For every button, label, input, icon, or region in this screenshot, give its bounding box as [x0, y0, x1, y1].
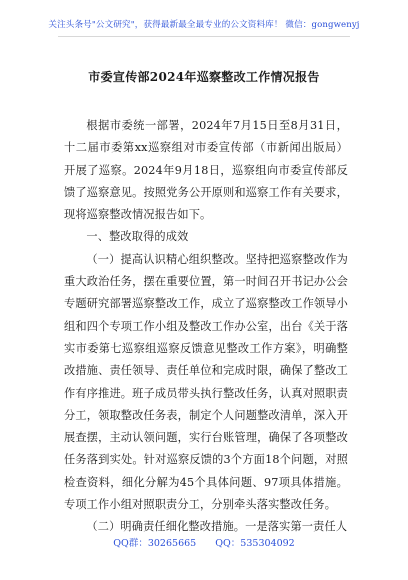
footer-qq-group: QQ群：30265665 [113, 538, 197, 549]
footer [0, 535, 408, 549]
paragraph-organize: （一）提高认识精心组织整改。坚持把巡察整改作为重大政治任务，摆在重要位置，第一时间召开书记办公会专题研究部署巡察整改工作，成立了巡察整改工作领导小组和四个专项工作小组及整改工作办公室，出台《关于落实市委第七巡察组巡察反馈意见整改工作方案》，明确整改措施、责任领导、责任单位和完成时限，确保了整改工作有序推进。班子成员带头执行整改任务，认真对照职责分工，领取整改任务表，制定个人问题整改清单，深入开展查摆，主动认领问题，实行台账管理，确保了各项整改任务落到实处。针对巡察反馈的3个方面18个问题，对照检查资料，细化分解为45个具体问题、97项具体措施。专项工作小组对照职责分工，分别牵头落实整改任务。 [64, 252, 348, 512]
paragraph-intro: 根据市委统一部署，2024年7月15日至8月31日，十二届市委第xx巡察组对市委宣传部（市新闻出版局）开展了巡察。2024年9月18日，巡察组向市委宣传部反馈了巡察意见。按照党务公开原则和巡察工作有关要求，现将巡察整改情况报告如下。 [64, 119, 348, 222]
document-title: 市委宣传部2024年巡察整改工作情况报告 [88, 70, 320, 84]
header-note: 关注头条号"公文研究"，获得最新最全最专业的公文资料库！ 微信：gongwenyj [48, 20, 360, 30]
paragraph-responsibility: （二）明确责任细化整改措施。一是落实第一责任人 [86, 520, 348, 534]
document-body [64, 115, 348, 539]
section-heading: 一、整改取得的成效 [86, 230, 189, 244]
footer-qq: QQ：535304092 [215, 538, 295, 549]
header-divider [58, 36, 350, 37]
